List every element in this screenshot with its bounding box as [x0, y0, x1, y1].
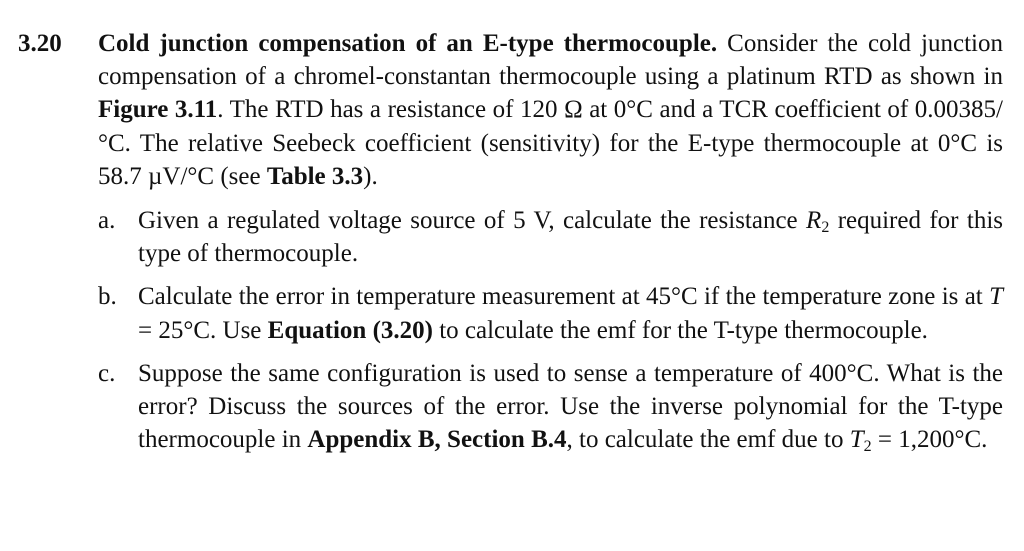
part-a-text-2: required for this type of thermocouple.: [138, 207, 1003, 268]
part-b-variable: T: [989, 283, 1003, 311]
intro-text-1: Consider the cold junction compensation of a chromel-constantan thermocouple using a platinum RTD as shown in: [98, 30, 1003, 91]
part-b-text-1: Calculate the error in temperature measurement at 45°C if the temperature zone is at: [138, 283, 990, 311]
part-c-text-1: Suppose the same configuration is used to sense a temperature of 400°C. What is the error? Discuss the sources of the error. Use the inverse polynomial for the T-type thermocouple in: [138, 359, 1003, 454]
part-c-text-2: , to calculate the emf due to: [566, 426, 850, 454]
part-a-variable: R: [806, 207, 822, 234]
appendix-reference: Appendix B, Section B.4: [307, 426, 567, 454]
part-b-text-3: to calculate the emf for the T-type thermocouple.: [432, 316, 928, 344]
part-a-subscript: 2: [821, 219, 830, 236]
part-c: [98, 357, 1003, 457]
problem-title: Cold junction compensation of an E-type thermocouple.: [98, 30, 718, 57]
table-reference: Table 3.3: [266, 162, 364, 190]
part-a: [98, 204, 1003, 270]
part-b: [98, 280, 1003, 346]
problem-intro: [98, 27, 1003, 193]
part-a-text: [138, 204, 1003, 270]
part-c-subscript: 2: [863, 438, 872, 456]
equation-reference: Equation (3.20): [267, 316, 433, 344]
part-c-variable: T: [849, 426, 864, 454]
part-b-text: [138, 280, 1003, 346]
part-a-letter: a.: [98, 207, 116, 234]
part-a-text-1: Given a regulated voltage source of 5 V, calculate the resistance: [138, 207, 807, 234]
problem-number: 3.20: [18, 30, 62, 57]
part-b-text-2: = 25°C. Use: [138, 316, 268, 344]
part-c-text: [138, 357, 1003, 457]
part-c-letter: c.: [98, 359, 116, 387]
intro-text-2: . The RTD has a resistance of 120 Ω at 0°C and a TCR coefficient of 0.00385/°C. The relative Seebeck coefficient (sensitivity) for the E-type thermocouple at 0°C is 58.7 µV/°C (see: [98, 96, 1003, 190]
intro-text-3: ).: [363, 162, 378, 190]
part-c-text-3: = 1,200°C.: [871, 426, 988, 454]
part-b-letter: b.: [98, 283, 117, 311]
figure-reference: Figure 3.11: [98, 96, 218, 124]
problem-parts: [98, 204, 1003, 466]
